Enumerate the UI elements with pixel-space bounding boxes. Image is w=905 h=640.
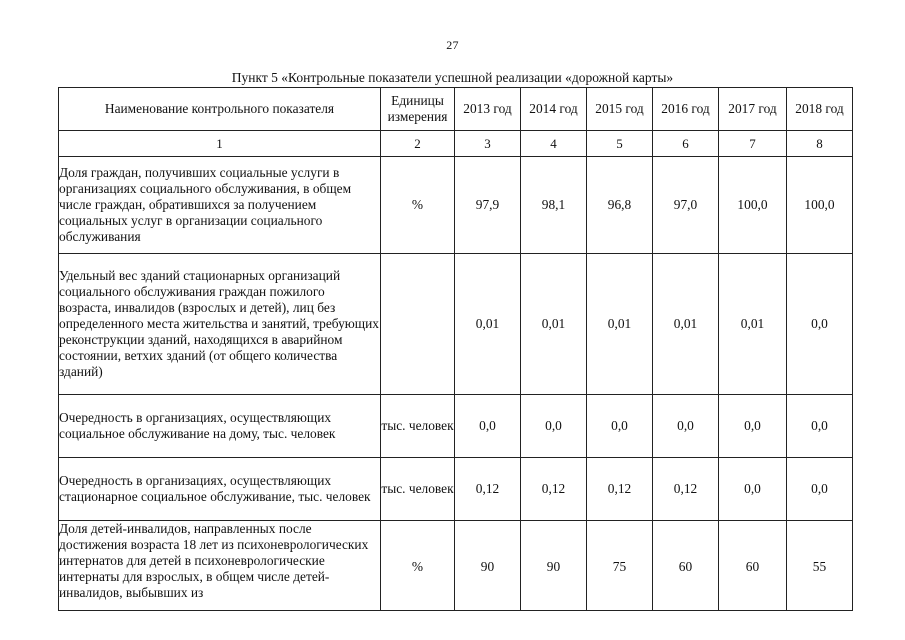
value-2018: 0,0 — [787, 458, 853, 521]
indicators-table — [58, 87, 853, 611]
header-row — [59, 88, 853, 131]
column-number: 3 — [455, 131, 521, 157]
column-number: 2 — [381, 131, 455, 157]
value-2016: 0,01 — [653, 254, 719, 395]
header-year-2015: 2015 год — [587, 88, 653, 131]
indicator-name: Очередность в организациях, осуществляющих стационарное социальное обслуживание, тыс. человек — [59, 458, 381, 521]
header-name: Наименование контрольного показателя — [59, 88, 381, 131]
header-year-2014: 2014 год — [521, 88, 587, 131]
indicator-unit: % — [381, 157, 455, 254]
table-row — [59, 254, 853, 395]
column-number: 5 — [587, 131, 653, 157]
table-row — [59, 157, 853, 254]
indicator-unit: тыс. человек — [381, 395, 455, 458]
value-2014: 90 — [521, 521, 587, 611]
value-2014: 98,1 — [521, 157, 587, 254]
value-2015: 96,8 — [587, 157, 653, 254]
table-caption: Пункт 5 «Контрольные показатели успешной реализации «дорожной карты» — [231, 70, 674, 85]
value-2016: 60 — [653, 521, 719, 611]
value-2014: 0,01 — [521, 254, 587, 395]
value-2017: 0,01 — [719, 254, 787, 395]
header-year-2017: 2017 год — [719, 88, 787, 131]
indicator-name — [59, 521, 381, 611]
header-unit: Единицы измерения — [381, 88, 455, 131]
column-number: 7 — [719, 131, 787, 157]
value-2017: 100,0 — [719, 157, 787, 254]
indicator-unit: % — [381, 521, 455, 611]
value-2013: 0,0 — [455, 395, 521, 458]
column-number: 6 — [653, 131, 719, 157]
value-2016: 0,12 — [653, 458, 719, 521]
value-2014: 0,0 — [521, 395, 587, 458]
indicator-unit — [381, 254, 455, 395]
value-2016: 97,0 — [653, 157, 719, 254]
value-2018: 55 — [787, 521, 853, 611]
value-2017: 60 — [719, 521, 787, 611]
value-2014: 0,12 — [521, 458, 587, 521]
value-2018: 0,0 — [787, 254, 853, 395]
page-number: 27 — [446, 38, 459, 52]
table-row — [59, 521, 853, 611]
table-row — [59, 458, 853, 521]
indicator-name: Очередность в организациях, осуществляющих социальное обслуживание на дому, тыс. человек — [59, 395, 381, 458]
column-number: 4 — [521, 131, 587, 157]
indicator-name: Доля граждан, получивших социальные услуги в организациях социального обслуживания, в общем числе граждан, обратившихся за получением социальных услуг в организации социального обслуживания — [59, 157, 381, 254]
column-number: 1 — [59, 131, 381, 157]
value-2015: 75 — [587, 521, 653, 611]
indicator-name-text: Доля детей-инвалидов, направленных после достижения возраста 18 лет из психоневрологических интернатов для детей в психоневрологические интернаты для взрослых, в общем числе детей-инвалидов, выбывших из — [59, 521, 369, 600]
table-row — [59, 395, 853, 458]
header-year-2018: 2018 год — [787, 88, 853, 131]
value-2013: 90 — [455, 521, 521, 611]
value-2018: 100,0 — [787, 157, 853, 254]
value-2018: 0,0 — [787, 395, 853, 458]
value-2013: 0,01 — [455, 254, 521, 395]
value-2013: 0,12 — [455, 458, 521, 521]
header-year-2013: 2013 год — [455, 88, 521, 131]
header-year-2016: 2016 год — [653, 88, 719, 131]
indicator-name: Удельный вес зданий стационарных организаций социального обслуживания граждан пожилого возраста, инвалидов (взрослых и детей), лиц без определенного места жительства и занятий, требующих реконструкции зданий, находящихся в аварийном состоянии, ветхих зданий (от общего количества зданий) — [59, 254, 381, 395]
indicator-unit: тыс. человек — [381, 458, 455, 521]
value-2015: 0,12 — [587, 458, 653, 521]
value-2013: 97,9 — [455, 157, 521, 254]
value-2017: 0,0 — [719, 458, 787, 521]
value-2015: 0,01 — [587, 254, 653, 395]
column-number-row — [59, 131, 853, 157]
value-2017: 0,0 — [719, 395, 787, 458]
value-2016: 0,0 — [653, 395, 719, 458]
column-number: 8 — [787, 131, 853, 157]
value-2015: 0,0 — [587, 395, 653, 458]
